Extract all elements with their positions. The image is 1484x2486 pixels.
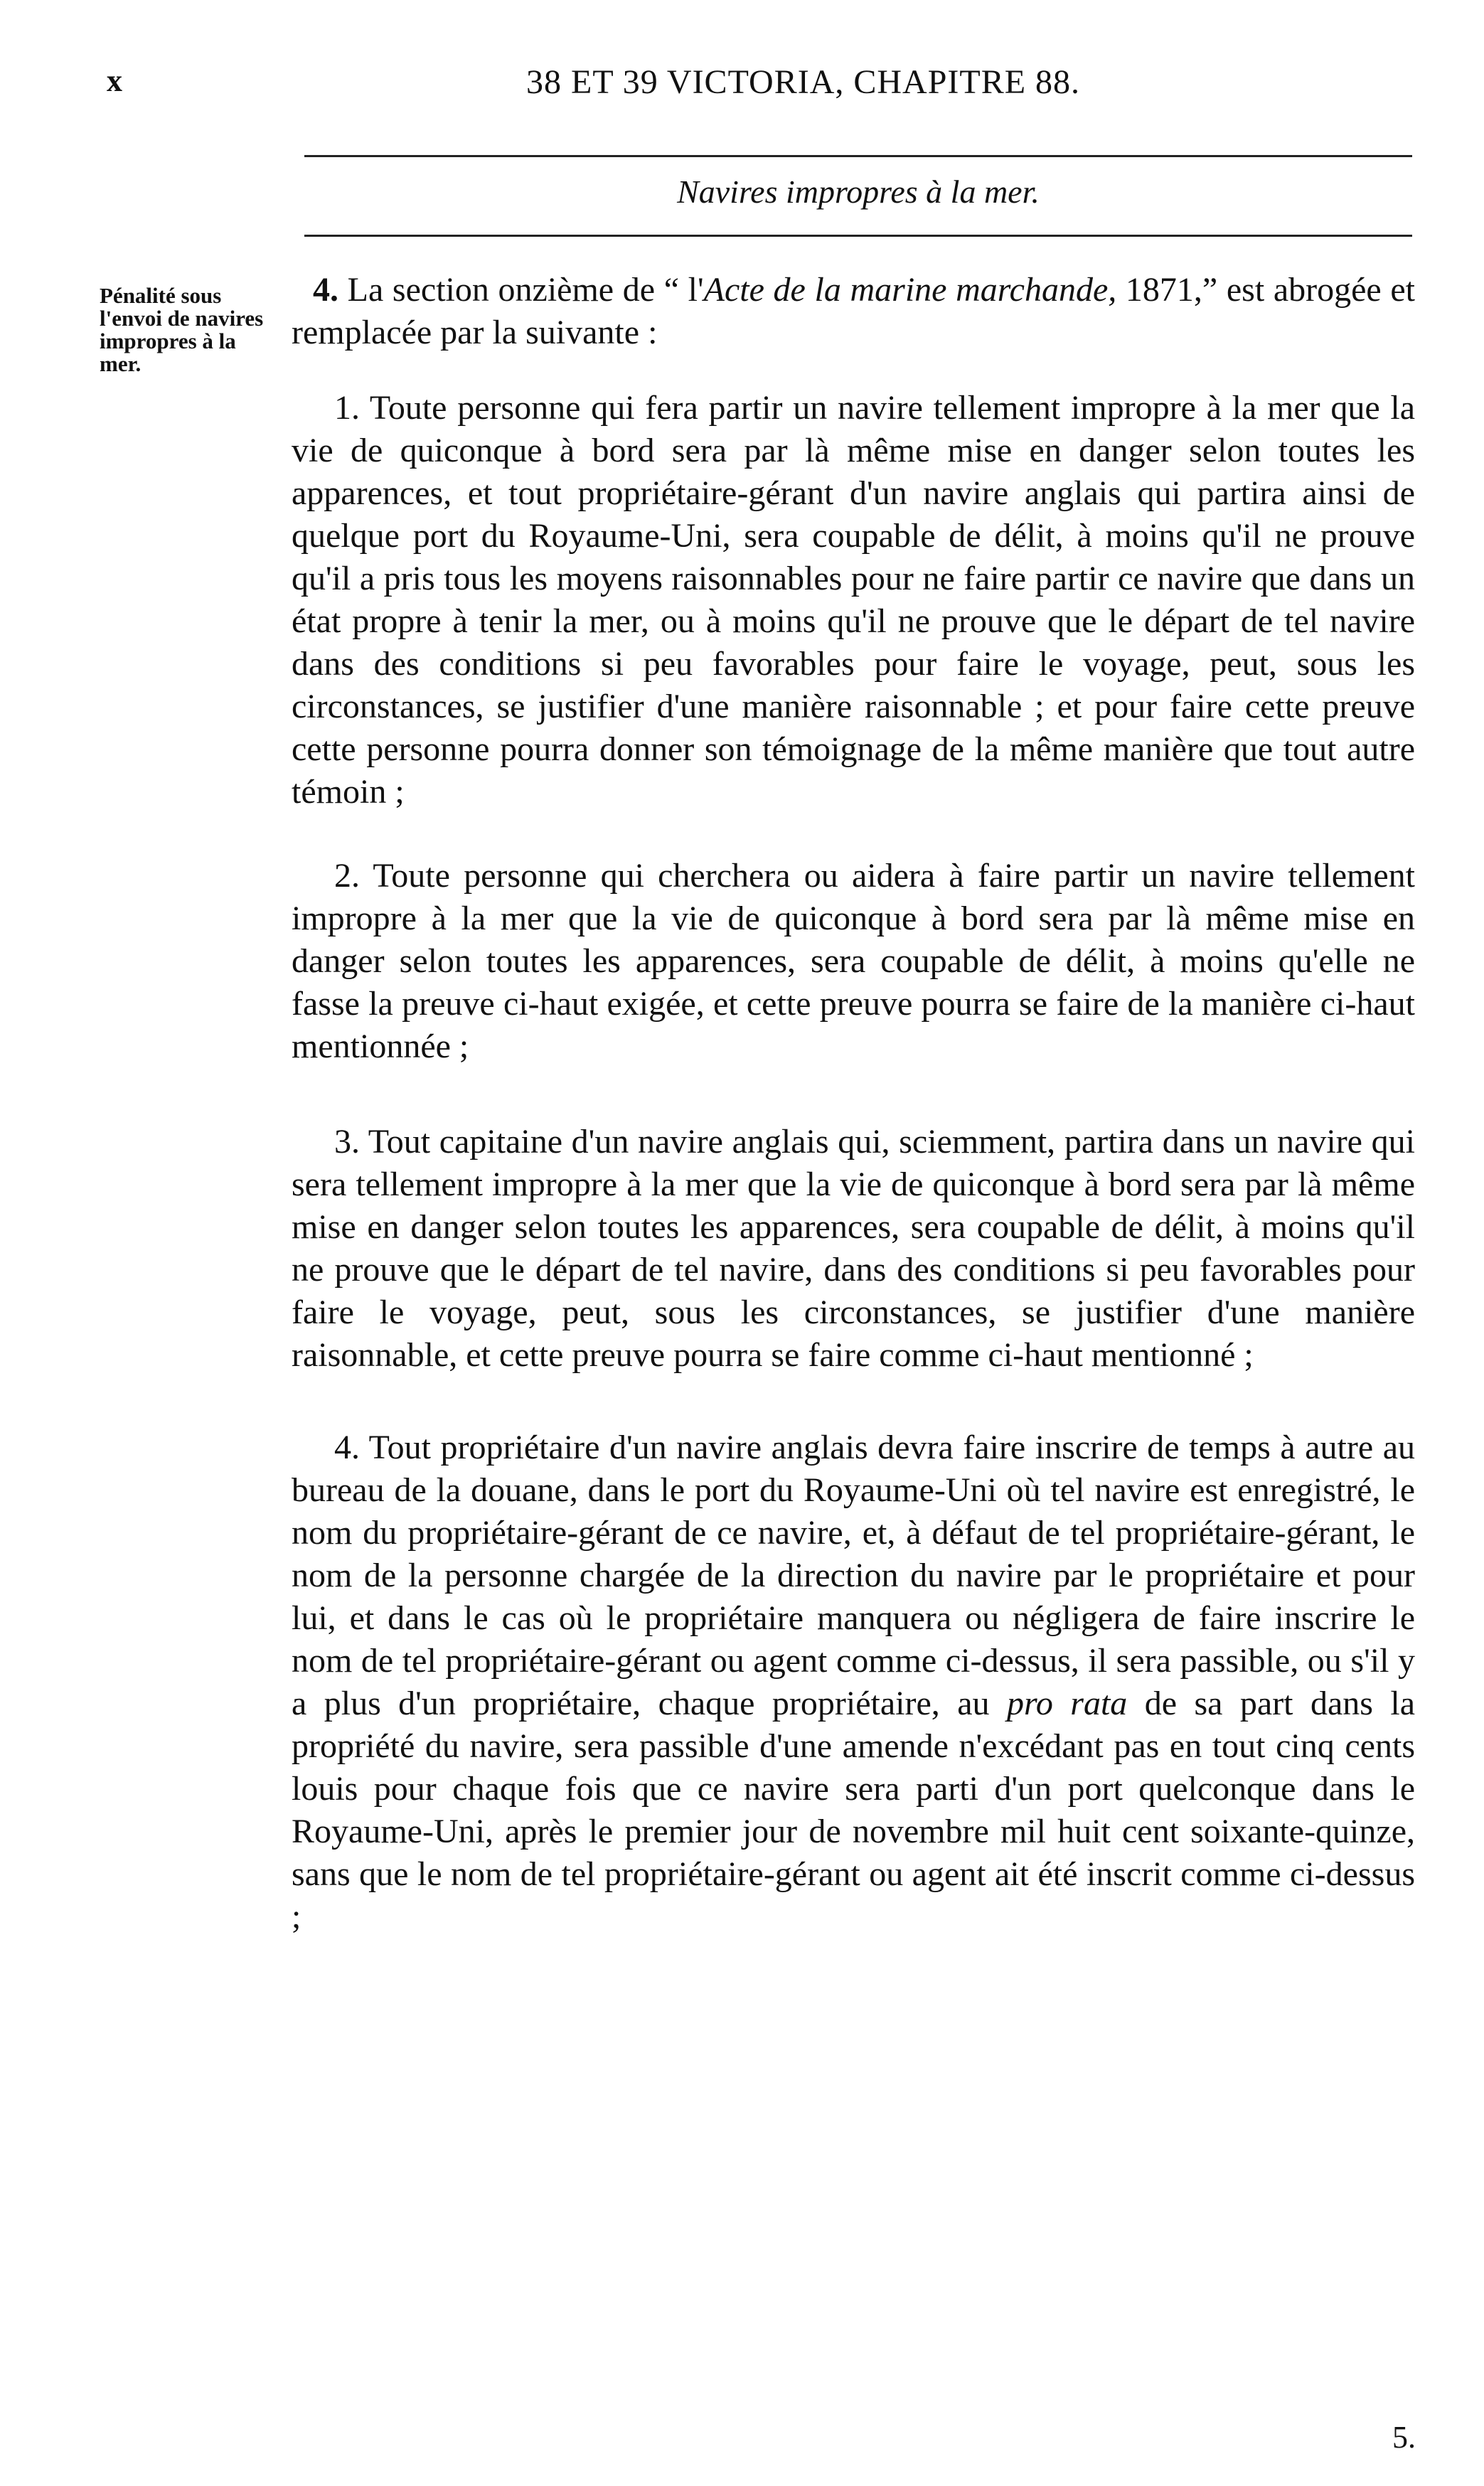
pro-rata-term: pro rata	[1006, 1685, 1128, 1722]
page-header	[100, 63, 1415, 112]
paragraph-4-text-2: de sa part dans la propriété du navire, sera passible d'une amende n'excédant pas en tout cinq cents louis pour chaque fois que ce navire sera parti d'un port quelconque dans le Royaume-Uni, après le premier jour de novembre mil huit cent soixante-quinze, sans que le nom de tel propriétaire-gérant ou agent ait été inscrit comme ci-dessus ;	[292, 1685, 1416, 1936]
section-subtitle: Navires impropres à la mer.	[677, 174, 1040, 210]
paragraph-2: 2. Toute personne qui cherchera ou aidera à faire partir un navire tellement impropre à la mer que la vie de quiconque à bord sera par là même mise en danger selon toutes les apparences, sera coupable de délit, à moins qu'elle ne fasse la preuve ci-haut exigée, et cette preuve pourra se faire de la manière ci-haut mentionnée ;	[292, 857, 1415, 1065]
top-rule	[304, 155, 1412, 157]
margin-note: Pénalité sous l'envoi de navires impropres à la mer.	[100, 283, 264, 376]
paragraph-4-text-1: 4. Tout propriétaire d'un navire anglais devra faire inscrire de temps à autre au bureau de la douane, dans le port du Royaume-Uni où tel navire est enregistré, le nom du propriétaire-gérant de ce navire, et, à défaut de tel propriétaire-gérant, le nom de la personne chargée de la direction du navire par le propriétaire et pour lui, et dans le cas où le propriétaire manquera ou négligera de faire inscrire le nom de tel propriétaire-gérant ou agent comme ci-dessus, il sera passible, ou s'il y a plus d'un propriétaire, chaque propriétaire, au	[292, 1429, 1415, 1722]
act-title: Acte de la marine marchande,	[703, 271, 1117, 309]
body-text	[292, 269, 1415, 1938]
section-intro-text-2: 1871,” est abrogée et remplacée par la suivante :	[292, 271, 1416, 351]
page-number: x	[107, 63, 122, 98]
paragraph-1: 1. Toute personne qui fera partir un navire tellement impropre à la mer que la vie de quiconque à bord sera par là même mise en danger selon toutes les apparences, et tout propriétaire-gérant d'un navire anglais qui partira ainsi de quelque port du Royaume-Uni, sera coupable de délit, à moins qu'il ne prouve qu'il a pris tous les moyens raisonnables pour ne faire partir ce navire que dans un état propre à tenir la mer, ou à moins qu'il ne prouve que le départ de tel navire dans des conditions si peu favorables pour faire le voyage, peut, sous les circonstances, se justifier d'une manière raisonnable ; et pour faire cette preuve cette personne pourra donner son témoignage de la même manière que tout autre témoin ;	[292, 389, 1415, 811]
paragraph-4	[292, 1426, 1415, 1938]
paragraph-3: 3. Tout capitaine d'un navire anglais qui, sciemment, partira dans un navire qui sera tellement impropre à la mer que la vie de quiconque à bord sera par là même mise en danger selon toutes les apparences, sera coupable de délit, à moins qu'il ne prouve que le départ de tel navire, dans des conditions si peu favorables pour faire le voyage, peut, sous les circonstances, se justifier d'une manière raisonnable, et cette preuve pourra se faire comme ci-haut mentionné ;	[292, 1123, 1415, 1374]
section-number: 4.	[313, 271, 338, 309]
section-intro	[292, 269, 1415, 354]
bottom-rule	[304, 235, 1412, 237]
section-intro-text-1: La section onzième de “ l'	[347, 271, 704, 309]
catchword: 5.	[1392, 2420, 1416, 2455]
running-title: 38 ET 39 VICTORIA, CHAPITRE 88.	[526, 63, 1081, 101]
